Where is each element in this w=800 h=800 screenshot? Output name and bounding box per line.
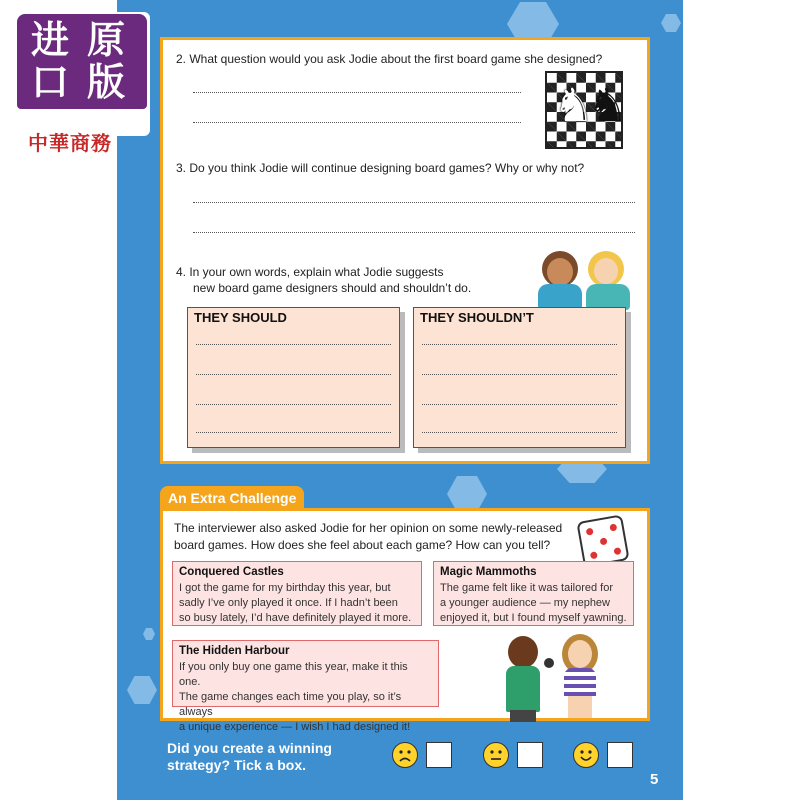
logo-char: 版 bbox=[87, 60, 126, 104]
review-line: If you only buy one game this year, make it this one. bbox=[179, 661, 408, 688]
logo-subtitle: 中華商務 bbox=[28, 131, 112, 155]
question-4-line-2: new board game designers should and shouldn’t do. bbox=[193, 281, 472, 295]
review-hidden-harbour bbox=[172, 640, 439, 733]
microphone-icon bbox=[544, 658, 554, 668]
dice-pip bbox=[613, 547, 621, 555]
kid-boy-face bbox=[547, 258, 573, 286]
chess-knight-icon: ♞ bbox=[587, 79, 629, 131]
self-assessment-line-1: Did you create a winning bbox=[167, 740, 332, 756]
review-line: enjoyed it, but I found myself yawning. bbox=[440, 612, 627, 624]
answer-line[interactable] bbox=[422, 432, 617, 433]
answer-line[interactable] bbox=[193, 202, 635, 203]
they-should-title: THEY SHOULD bbox=[194, 310, 287, 325]
publisher-logo bbox=[14, 12, 150, 136]
tick-box-worried[interactable] bbox=[426, 742, 452, 768]
they-shouldnt-box bbox=[413, 307, 626, 448]
logo-char: 口 bbox=[31, 60, 70, 104]
answer-line[interactable] bbox=[196, 404, 391, 405]
self-assessment-prompt bbox=[167, 740, 332, 774]
dice-pip bbox=[600, 537, 608, 545]
smiley-worried-icon bbox=[392, 742, 418, 768]
tick-box-happy[interactable] bbox=[607, 742, 633, 768]
answer-line[interactable] bbox=[196, 344, 391, 345]
decor-hexagon bbox=[661, 14, 681, 32]
dice-pip bbox=[590, 551, 598, 559]
chessboard-icon bbox=[545, 71, 629, 149]
answer-line[interactable] bbox=[196, 432, 391, 433]
self-assessment-line-2: strategy? Tick a box. bbox=[167, 757, 307, 773]
answer-line[interactable] bbox=[422, 344, 617, 345]
interviewee-face bbox=[568, 640, 592, 668]
kid-girl-face bbox=[594, 258, 618, 284]
review-conquered-castles bbox=[172, 561, 422, 626]
extra-challenge-tag: An Extra Challenge bbox=[160, 486, 304, 511]
dice-icon bbox=[576, 514, 629, 567]
logo-char: 进 bbox=[31, 18, 70, 62]
dice-pip bbox=[586, 528, 594, 536]
review-line: The game changes each time you play, so it’s always bbox=[179, 691, 402, 718]
they-should-box bbox=[187, 307, 400, 448]
review-line: a younger audience — my nephew bbox=[440, 597, 610, 609]
review-title: Magic Mammoths bbox=[440, 566, 537, 578]
decor-hexagon bbox=[447, 476, 487, 512]
question-4-line-1: 4. In your own words, explain what Jodie suggests bbox=[176, 265, 444, 279]
challenge-intro-line-1: The interviewer also asked Jodie for her opinion on some newly-released bbox=[174, 521, 563, 535]
smiley-neutral-icon bbox=[483, 742, 509, 768]
answer-line[interactable] bbox=[193, 92, 521, 93]
review-line: I got the game for my birthday this year, but bbox=[179, 582, 391, 594]
review-title: Conquered Castles bbox=[179, 566, 284, 578]
decor-hexagon bbox=[143, 628, 155, 640]
interviewer-head bbox=[508, 636, 538, 668]
chess-knight-icon: ♞ bbox=[553, 79, 595, 131]
answer-line[interactable] bbox=[196, 374, 391, 375]
answer-line[interactable] bbox=[422, 374, 617, 375]
tick-box-neutral[interactable] bbox=[517, 742, 543, 768]
answer-line[interactable] bbox=[193, 232, 635, 233]
page-number: 5 bbox=[650, 771, 659, 788]
review-title: The Hidden Harbour bbox=[179, 645, 290, 657]
review-line: a unique experience — I wish I had designed it! bbox=[179, 721, 411, 733]
interviewer-body bbox=[506, 666, 540, 712]
interviewee-legs bbox=[568, 696, 592, 718]
review-line: so busy lately, I’d have definitely played it more. bbox=[179, 612, 412, 624]
book-icon bbox=[17, 14, 147, 109]
challenge-intro-line-2: board games. How does she feel about each game? How can you tell? bbox=[174, 538, 551, 552]
smiley-happy-icon bbox=[573, 742, 599, 768]
decor-hexagon bbox=[127, 676, 157, 704]
answer-line[interactable] bbox=[422, 404, 617, 405]
logo-char: 原 bbox=[87, 18, 126, 62]
review-magic-mammoths bbox=[433, 561, 634, 626]
they-shouldnt-title: THEY SHOULDN’T bbox=[420, 310, 534, 325]
interviewer-legs bbox=[510, 710, 536, 722]
dice-pip bbox=[609, 523, 617, 531]
review-line: sadly I’ve only played it once. If I hadn’t been bbox=[179, 597, 398, 609]
answer-line[interactable] bbox=[193, 122, 521, 123]
review-line: The game felt like it was tailored for bbox=[440, 582, 614, 594]
interviewee-body bbox=[564, 668, 596, 698]
question-2: 2. What question would you ask Jodie about the first board game she designed? bbox=[176, 52, 603, 66]
question-3: 3. Do you think Jodie will continue designing board games? Why or why not? bbox=[176, 161, 585, 175]
